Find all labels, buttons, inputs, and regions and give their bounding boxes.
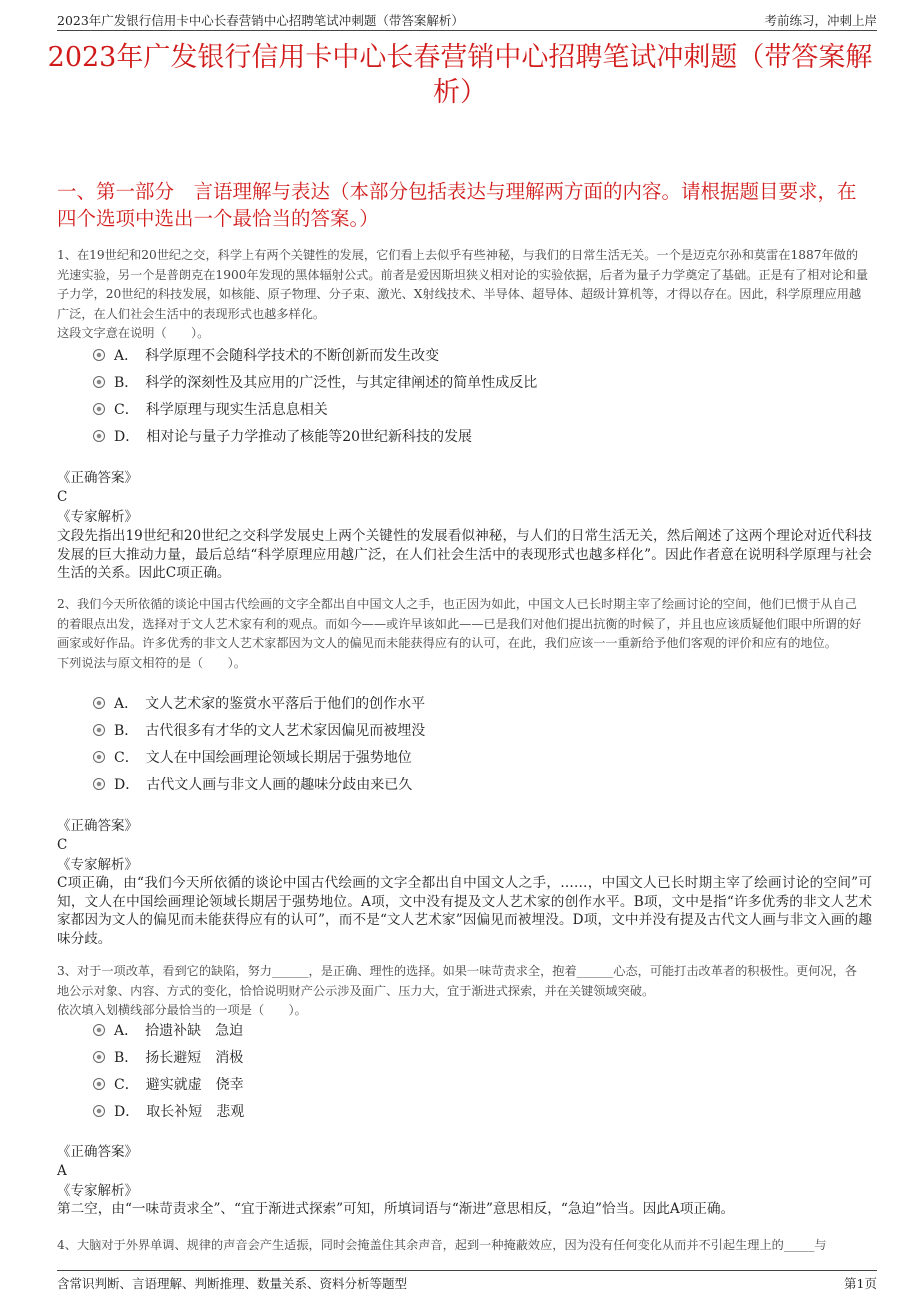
question-3-prompt: 依次填入划横线部分最恰当的一项是（ ）。 — [57, 1003, 307, 1018]
question-1-expert-label: 《专家解析》 — [57, 509, 138, 525]
option-label: B． 扬长避短 消极 — [114, 1050, 244, 1066]
option-label: A． 拾遗补缺 急迫 — [114, 1023, 244, 1039]
footer-question-types: 含常识判断、言语理解、判断推理、数量关系、资料分析等题型 — [57, 1276, 408, 1291]
question-1-answer: C — [57, 489, 68, 505]
radio-icon[interactable] — [93, 697, 105, 709]
page-number: 第1页 — [844, 1276, 877, 1291]
question-2-prompt: 下列说法与原文相符的是（ ）。 — [57, 655, 246, 670]
question-4 — [57, 1236, 869, 1258]
option-label: D． 相对论与量子力学推动了核能等20世纪新科技的发展 — [114, 429, 473, 445]
question-3-option-d[interactable] — [93, 1102, 244, 1122]
option-label: B． 古代很多有才华的文人艺术家因偏见而被埋没 — [114, 723, 426, 739]
radio-icon[interactable] — [93, 751, 105, 763]
section-heading: 一、第一部分 言语理解与表达（本部分包括表达与理解两方面的内容。请根据题目要求，在四个选项中选出一个最恰当的答案。） — [57, 180, 857, 230]
option-label: C． 文人在中国绘画理论领域长期居于强势地位 — [114, 750, 412, 766]
question-1-option-c[interactable] — [93, 400, 328, 420]
question-1-text: 1、在19世纪和20世纪之交，科学上有两个关键性的发展，它们看上去似乎有些神秘，与我们的日常生活无关。一个是迈克尔孙和莫雷在1887年做的光速实验，另一个是普朗克在1900年发现的黑体辐射公式。前者是爱因斯坦狭义相对论的实验依据，后者为量子力学奠定了基础。正是有了相对论和量子力学，20世纪的科技发展，如核能、原子物理、分子束、激光、X射线技术、半导体、超导体、超级计算机等，才得以存在。因此，科学原理应用越广泛，在人们社会生活中的表现形式也越多样化。 — [57, 248, 869, 321]
page-title: 2023年广发银行信用卡中心长春营销中心招聘笔试冲刺题（带答案解析） — [47, 42, 873, 108]
question-2-answer-label: 《正确答案》 — [57, 818, 138, 834]
page-header — [57, 8, 877, 31]
radio-icon[interactable] — [93, 1024, 105, 1036]
page-footer — [57, 1270, 877, 1295]
option-label: C． 避实就虚 侥幸 — [114, 1077, 244, 1093]
option-label: B． 科学的深刻性及其应用的广泛性，与其定律阐述的简单性成反比 — [114, 375, 538, 391]
option-label: A． 文人艺术家的鉴赏水平落后于他们的创作水平 — [114, 696, 426, 712]
question-3-explanation: 第二空，由“一味苛责求全”、“宜于渐进式探索”可知，所填词语与“渐进”意思相反，“急迫”恰当。因此A项正确。 — [57, 1201, 735, 1217]
question-2-text: 2、我们今天所依循的谈论中国古代绘画的文字全都出自中国文人之手，也正因为如此，中国文人已长时期主宰了绘画讨论的空间，他们已惯于从自己的着眼点出发，选择对于文人艺术家有利的观点。而如今——或许早该如此——已是我们对他们提出抗衡的时候了，并且也应该质疑他们眼中所谓的好画家或好作品。许多优秀的非文人艺术家都因为文人的偏见而未能获得应有的认可，在此，我们应该一一重新给予他们客观的评价和应有的地位。 — [57, 597, 862, 651]
question-3-option-c[interactable] — [93, 1075, 244, 1095]
question-2-expert-label: 《专家解析》 — [57, 857, 138, 873]
question-2-answer: C — [57, 837, 68, 853]
radio-icon[interactable] — [93, 349, 105, 361]
question-2-option-a[interactable] — [93, 694, 425, 714]
option-label: C． 科学原理与现实生活息息相关 — [114, 402, 328, 418]
question-1 — [57, 246, 869, 344]
question-1-option-d[interactable] — [93, 427, 472, 447]
radio-icon[interactable] — [93, 1078, 105, 1090]
question-2-explanation: C项正确，由“我们今天所依循的谈论中国古代绘画的文字全都出自中国文人之手，……，中国文人已长时期主宰了绘画讨论的空间”可知，文人在中国绘画理论领域长期居于强势地位。A项，文中没有提及文人艺术家的创作水平。B项，文中是指“许多优秀的非文人艺术家都因为文人的偏见而未能获得应有的认可”，而不是“文人艺术家”因偏见而被埋没。D项，文中并没有提及古代文人画与非文入画的趣味分歧。 — [57, 875, 872, 947]
question-3-option-a[interactable] — [93, 1021, 243, 1041]
question-1-answer-label: 《正确答案》 — [57, 470, 138, 486]
option-label: D． 古代文人画与非文人画的趣味分歧由来已久 — [114, 777, 413, 793]
radio-icon[interactable] — [93, 778, 105, 790]
question-1-option-b[interactable] — [93, 373, 537, 393]
option-label: A． 科学原理不会随科学技术的不断创新而发生改变 — [114, 348, 440, 364]
radio-icon[interactable] — [93, 376, 105, 388]
question-1-option-a[interactable] — [93, 346, 439, 366]
header-slogan: 考前练习，冲刺上岸 — [764, 13, 877, 28]
radio-icon[interactable] — [93, 1051, 105, 1063]
question-3-answer-label: 《正确答案》 — [57, 1144, 138, 1160]
question-2 — [57, 595, 869, 673]
radio-icon[interactable] — [93, 430, 105, 442]
question-2-option-d[interactable] — [93, 775, 412, 795]
header-doc-title: 2023年广发银行信用卡中心长春营销中心招聘笔试冲刺题（带答案解析） — [57, 13, 464, 28]
question-3-text: 3、对于一项改革，看到它的缺陷，努力______，是正确、理性的选择。如果一味苛责求全，抱着______心态，可能打击改革者的积极性。更何况，各地公示对象、内容、方式的变化，恰恰说明财产公示涉及面广、压力大，宜于渐进式探索，并在关键领域突破。 — [57, 964, 857, 998]
question-1-explanation: 文段先指出19世纪和20世纪之交科学发展史上两个关键性的发展看似神秘，与人们的日常生活无关，然后阐述了这两个理论对近代科技发展的巨大推动力量，最后总结“科学原理应用越广泛，在人们社会生活中的表现形式也越多样化”。因此作者意在说明科学原理与社会生活的关系。因此C项正确。 — [57, 528, 872, 581]
question-2-option-c[interactable] — [93, 748, 412, 768]
option-label: D． 取长补短 悲观 — [114, 1104, 245, 1120]
radio-icon[interactable] — [93, 1105, 105, 1117]
question-2-option-b[interactable] — [93, 721, 425, 741]
question-3-option-b[interactable] — [93, 1048, 243, 1068]
question-3-expert-label: 《专家解析》 — [57, 1183, 138, 1199]
question-3 — [57, 962, 869, 1021]
radio-icon[interactable] — [93, 403, 105, 415]
question-3-answer: A — [57, 1163, 67, 1179]
question-1-prompt: 这段文字意在说明（ ）。 — [57, 326, 210, 341]
question-4-text: 4、大脑对于外界单调、规律的声音会产生适振，同时会掩盖住其余声音，起到一种掩蔽效应，因为没有任何变化从而并不引起生理上的_____与 — [57, 1238, 827, 1252]
radio-icon[interactable] — [93, 724, 105, 736]
